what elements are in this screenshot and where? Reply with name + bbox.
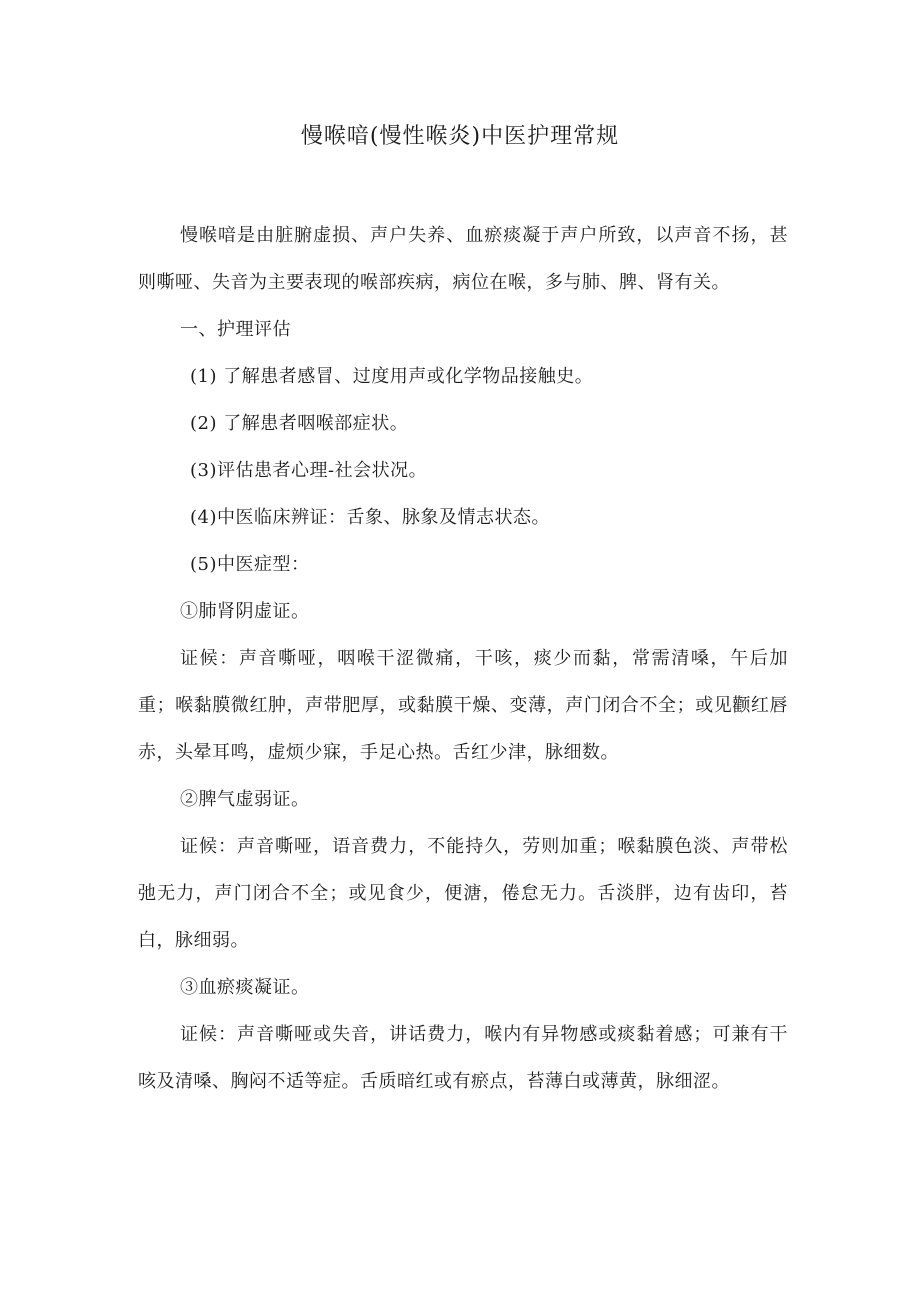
assessment-item-4: (4)中医临床辨证：舌象、脉象及情志状态。 bbox=[190, 507, 550, 528]
syndrome-desc-2: 证候：声音嘶哑，语音费力，不能持久，劳则加重；喉黏膜色淡、声带松弛无力，声门闭合不全；或见食少，便溏，倦怠无力。舌淡胖，边有齿印，苔白，脉细弱。 bbox=[138, 836, 788, 951]
syndrome-name-3: ③血瘀痰凝证。 bbox=[180, 977, 310, 998]
document-body bbox=[138, 212, 788, 1105]
assessment-item-1: (1) 了解患者感冒、过度用声或化学物品接触史。 bbox=[190, 366, 594, 387]
document-title: 慢喉喑(慢性喉炎)中医护理常规 bbox=[300, 124, 620, 149]
intro-paragraph: 慢喉喑是由脏腑虚损、声户失养、血瘀痰凝于声户所致，以声音不扬，甚则嘶哑、失音为主要表现的喉部疾病，病位在喉，多与肺、脾、肾有关。 bbox=[138, 225, 788, 293]
syndrome-name-1: ①肺肾阴虚证。 bbox=[180, 601, 310, 622]
syndrome-desc-1: 证候：声音嘶哑，咽喉干涩微痛，干咳，痰少而黏，常需清嗓，午后加重；喉黏膜微红肿，声带肥厚，或黏膜干燥、变薄，声门闭合不全；或见颧红唇赤，头晕耳鸣，虚烦少寐，手足心热。舌红少津，脉细数。 bbox=[138, 648, 788, 763]
assessment-item-5: (5)中医症型： bbox=[190, 554, 310, 575]
section-heading-nursing-assessment: 一、护理评估 bbox=[180, 319, 291, 340]
assessment-item-3: (3)评估患者心理-社会状况。 bbox=[190, 460, 428, 481]
syndrome-name-2: ②脾气虚弱证。 bbox=[180, 789, 310, 810]
syndrome-desc-3: 证候：声音嘶哑或失音，讲话费力，喉内有异物感或痰黏着感；可兼有干咳及清嗓、胸闷不适等症。舌质暗红或有瘀点，苔薄白或薄黄，脉细涩。 bbox=[138, 1024, 788, 1092]
assessment-item-2: (2) 了解患者咽喉部症状。 bbox=[190, 413, 409, 434]
